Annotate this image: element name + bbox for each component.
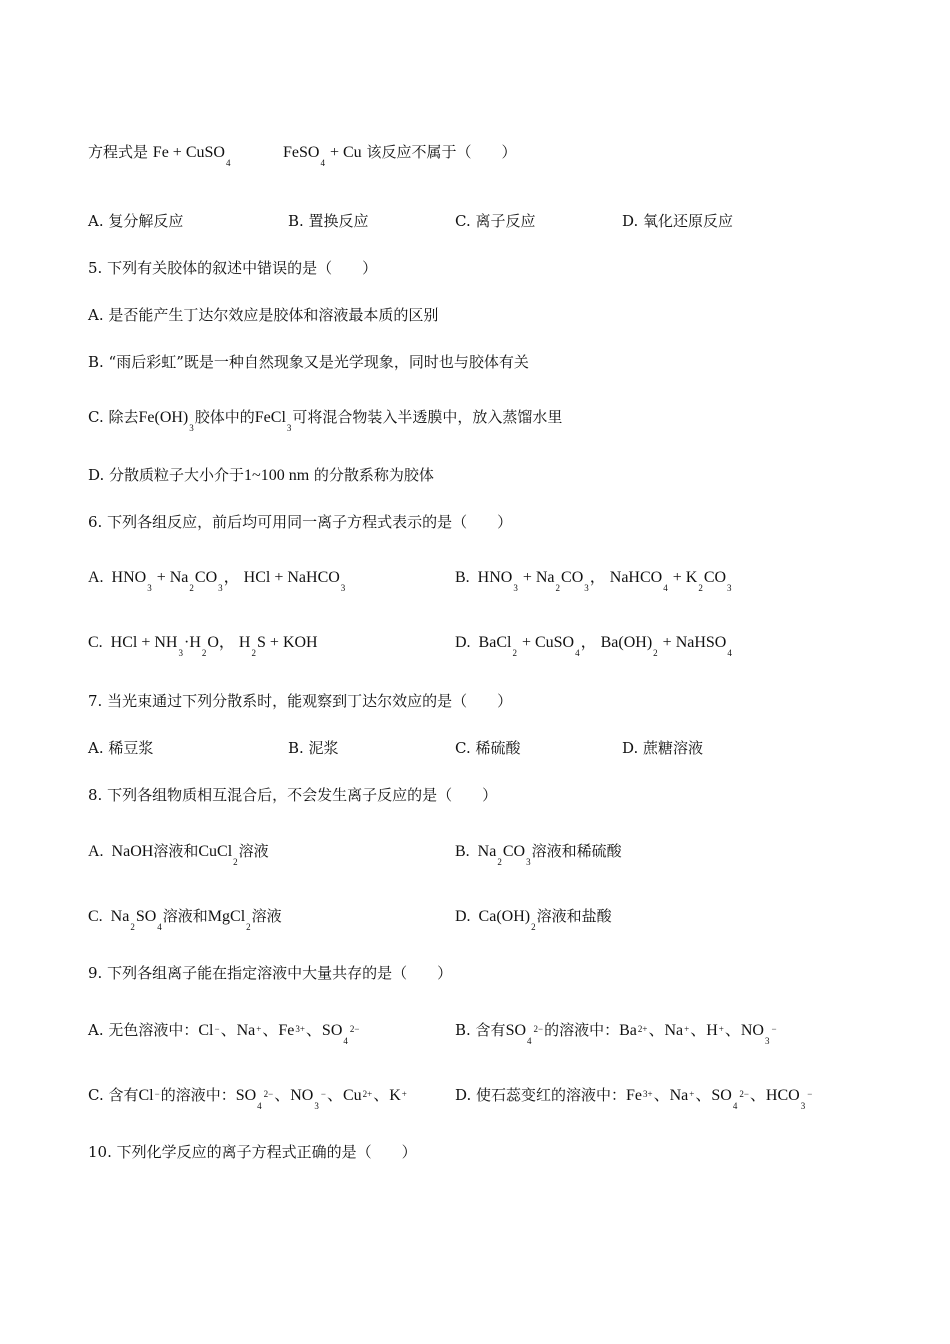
q6-option-c: C. HCl + $NH_3\cdot H_2O$， $H_2S$ + KOH [88, 634, 318, 658]
q5-option-a: A. 是否能产生丁达尔效应是胶体和溶液最本质的区别 [88, 306, 439, 324]
q9-option-c: C. 含有Cl−的溶液中：$SO_42-$、$NO_3-$、Cu2+、K+ [88, 1086, 407, 1111]
q6-option-a: A. $HNO_3+ Na_2CO_3$， HCl + NaHCO$_3$ [88, 569, 346, 593]
q5-d-range: 1~100 nm [244, 467, 310, 484]
q4-product-cu: + Cu [325, 144, 362, 161]
q9-c-middle: 的溶液中： [160, 1086, 236, 1104]
q8-c-text1: 溶液和 [162, 907, 208, 925]
q10-stem: 10. 下列化学反应的离子方程式正确的是（ ） [88, 1143, 417, 1161]
q8-d-text: 溶液和盐酸 [536, 907, 612, 925]
q7-stem: 7. 当光束通过下列分散系时，能观察到丁达尔效应的是（ ） [88, 692, 513, 710]
q4-product-subscript: 4 [320, 158, 325, 168]
q7-option-a: A. 稀豆浆 [88, 739, 154, 757]
q5-c-formula-fecl3 [254, 409, 293, 433]
q5-c-suffix: 可将混合物装入半透膜中，放入蒸馏水里 [292, 408, 563, 426]
q6-stem: 6. 下列各组反应，前后均可用同一离子方程式表示的是（ ） [88, 513, 513, 531]
q4-option-a: A. 复分解反应 [88, 212, 184, 230]
q7-option-d: D. 蔗糖溶液 [622, 739, 704, 757]
q9-b-middle: 的溶液中： [544, 1021, 620, 1039]
q5-d-prefix: D. 分散质粒子大小介于 [88, 466, 245, 484]
q9-option-d: D. 使石蕊变红的溶液中：Fe3+、Na+、$SO_42-$、$HCO_3-$ [455, 1086, 813, 1111]
q8-option-a: A. NaOH溶液和CuCl$_2$溶液 [88, 842, 269, 867]
q5-stem: 5. 下列有关胶体的叙述中错误的是（ ） [88, 259, 378, 277]
q4-option-b: B. 置换反应 [288, 212, 369, 230]
q5-c-prefix: C. 除去 [88, 408, 139, 426]
q5-c-formula-feoh3 [138, 409, 194, 433]
q8-stem: 8. 下列各组物质相互混合后，不会发生离子反应的是（ ） [88, 786, 498, 804]
q7-option-b: B. 泥浆 [288, 739, 339, 757]
q8-a-text1: 溶液和 [153, 842, 199, 860]
q9-a-prefix: A. 无色溶液中： [88, 1021, 199, 1039]
q8-a-text2: 溶液 [238, 842, 269, 860]
q5-c-feoh-text: Fe(OH) [138, 409, 189, 426]
q5-option-c [88, 407, 563, 433]
q4-equation-line [88, 142, 517, 168]
q9-option-b: B. 含有$SO_42-$的溶液中：Ba2+、Na+、H+、$NO_3-$ [455, 1021, 777, 1046]
q4-lead-text: 方程式是 [88, 143, 149, 161]
q8-option-b: B. $Na_2CO_3$溶液和稀硫酸 [455, 842, 622, 867]
q5-d-suffix: 的分散系称为胶体 [313, 466, 434, 484]
q5-c-feoh-sub: 3 [189, 423, 194, 433]
q5-c-fecl-sub: 3 [286, 423, 292, 433]
q9-option-a: A. 无色溶液中：Cl−、Na+、Fe3+、$SO_42-$ [88, 1021, 360, 1046]
q4-products [283, 144, 362, 168]
q9-stem: 9. 下列各组离子能在指定溶液中大量共存的是（ ） [88, 964, 453, 982]
q8-option-d: D. $Ca(OH)_2$溶液和盐酸 [455, 907, 612, 932]
q9-d-prefix: D. 使石蕊变红的溶液中： [455, 1086, 627, 1104]
q9-c-prefix: C. 含有 [88, 1086, 139, 1104]
q5-option-d [88, 465, 434, 486]
q5-c-fecl-text: FeCl [254, 409, 286, 426]
q4-option-c: C. 离子反应 [455, 212, 536, 230]
q9-b-prefix: B. 含有 [455, 1021, 506, 1039]
q8-c-text2: 溶液 [251, 907, 282, 925]
q7-option-c: C. 稀硫酸 [455, 739, 521, 757]
q4-product-feso: FeSO [283, 144, 320, 161]
q8-b-text: 溶液和稀硫酸 [531, 842, 622, 860]
q6-option-b: B. $HNO_3+ Na_2CO_3$， NaHCO$_4$+ $K_2CO_3$ [455, 569, 732, 593]
q6-option-d: D. BaCl$_2$+ CuSO$_4$， $Ba(OH)_2+$ NaHSO$_4$ [455, 634, 732, 658]
q8-option-c: C. $Na_2SO_4$溶液和MgCl$_2$溶液 [88, 907, 282, 932]
q5-option-b: B. “雨后彩虹”既是一种自然现象又是光学现象，同时也与胶体有关 [88, 353, 529, 371]
q4-reactants [152, 144, 232, 168]
q5-c-middle: 胶体中的 [194, 408, 255, 426]
q4-option-d: D. 氧化还原反应 [622, 212, 734, 230]
q4-question-tail: 该反应不属于（ ） [366, 143, 517, 161]
q4-reactant-subscript: 4 [225, 158, 231, 168]
q4-reactants-formula: Fe + CuSO [152, 144, 225, 161]
